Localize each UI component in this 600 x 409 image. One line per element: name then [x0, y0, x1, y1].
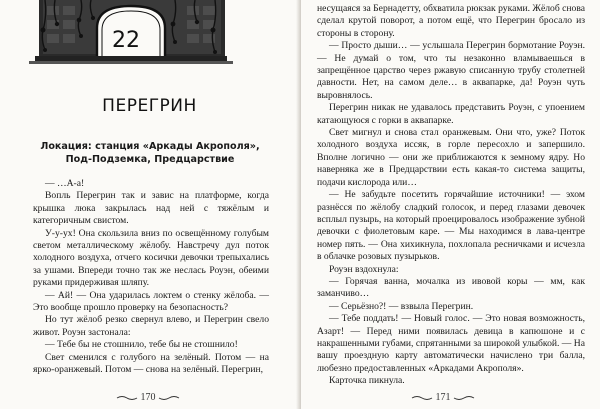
location-line: Под-Подземка, Предцарствие [65, 153, 235, 165]
page-number: 171 [435, 392, 451, 403]
chapter-title: ПЕРЕГРИН [102, 96, 197, 116]
paragraph: — Ай! — Она ударилась локтем о стенку жёлоба. — Это вообще прошло проверку на безопасность? [33, 289, 269, 314]
paragraph: Перегрин никак не удавалось представить Роуэн, с упоением катающуюся с горки в аквапарке. [317, 102, 585, 126]
ornament-icon [453, 395, 475, 401]
paragraph: Роуэн вздохнула: [329, 263, 399, 275]
chapter-location [35, 141, 265, 166]
left-page [0, 0, 299, 409]
chapter-number: 22 [112, 28, 140, 53]
paragraph: Свет сменился с голубого на зелёный. Потом — на ярко-оранжевый. Потом — снова на зелёный. Перегрин, [33, 351, 269, 376]
page-number: 170 [140, 392, 156, 403]
paragraph: — Не забудьте посетить горячайшие источники! — эхом разнёсся по жёлобу сладкий голосок, и перед глазами девочек всплыл пузырь, на который проецировалось изображение зубной девочки с фиолетовым каре. — Мы находимся в лава-центре номер пять. — Она хихикнула, похлопала ресничками и исчезла в облачке розовых пузырьков. [317, 189, 585, 263]
right-body-text [317, 3, 585, 388]
page-number-left [98, 392, 198, 404]
paragraph: Карточка пикнула. [329, 375, 405, 387]
paragraph: Но тут жёлоб резко свернул влево, и Перегрин свело живот. Роуэн застонала: [33, 314, 269, 338]
paragraph: — Просто дыши… — услышала Перегрин бормотание Роуэн. — Не думай о том, что ты незаконно вламываешься в запрещённое царство через ржавую списанную трубу столетней давности. Нет, на самом деле… в аквапарке, да! Роуэн чуть выровнялось. [317, 40, 585, 101]
paragraph: — Тебе бы не стошнило, тебе бы не стошнило! [45, 339, 238, 351]
paragraph: У-у-ух! Она скользила вниз по освещённому голубым светом металлическому жёлобу. Навстречу дул поток холодного воздуха, отчего косички девочки трепыхались за ушами. Впереди точно так же неслась Роуэн, обеими руками придерживая шляпу. [33, 227, 269, 289]
ornament-icon [116, 395, 138, 401]
paragraph: несущаяся за Бернадетту, обхватила рюкзак руками. Жёлоб снова сделал крутой поворот, а потом ещё, что Перегрин бросало из стороны в сторону. [317, 3, 585, 39]
paragraph: — Горячая ванна, мочалка из ивовой коры — мм, как заманчиво… [317, 275, 585, 300]
ornament-icon [411, 395, 433, 401]
paragraph: — Серьёзно?! — взвыла Перегрин. [329, 300, 474, 312]
paragraph: — …А-а! [45, 178, 85, 189]
paragraph: Свет мигнул и снова стал оранжевым. Они что, уже? Поток холодного воздуха иссяк, в горле пересохло и запершило. Вполне логично — они же приближаются к земному ядру. Но наверняка же в Предцарствии есть какая-то система защиты, подачи кислорода или… [317, 127, 585, 188]
page-number-right [393, 392, 493, 404]
left-body-text [33, 178, 269, 377]
paragraph: — Тебе поддать! — Новый голос. — Это новая возможность, Азарт! — Перед ними появилась девица в капюшоне и с накрашенными губами, спрятанными за широкой улыбкой. — На вашу проездную карту автоматически начислено три балла, любезно предоставленных «Аркадами Акрополя». [317, 313, 585, 374]
paragraph: Вопль Перегрин так и завис на платформе, когда крышка люка закрылась над ней с тяжёлым и категоричным свистом. [33, 190, 269, 227]
ornament-icon [158, 395, 180, 401]
right-page [301, 0, 600, 409]
location-line: Локация: станция «Аркады Акрополя», [40, 141, 260, 152]
